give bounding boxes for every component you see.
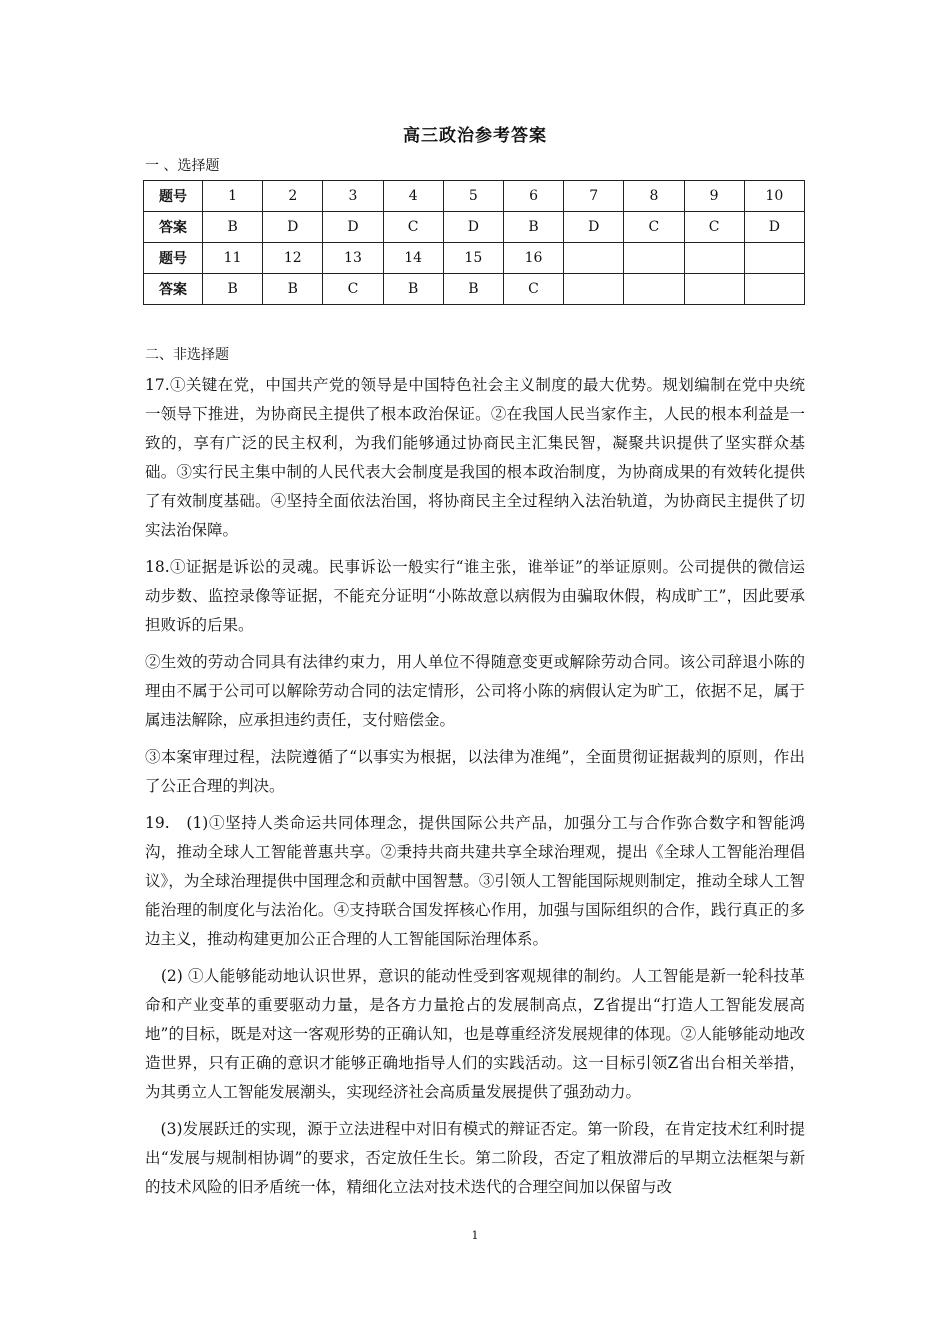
table-cell: B — [263, 274, 323, 305]
table-cell: 9 — [684, 181, 744, 212]
table-cell: C — [503, 274, 563, 305]
answer-18-part3: ③本案审理过程，法院遵循了“以事实为根据，以法律为准绳”，全面贯彻证据裁判的原则，作出了公正合理的判决。 — [145, 748, 805, 795]
row-header: 题号 — [144, 243, 203, 274]
row-header: 答案 — [144, 212, 203, 243]
section-heading-choice: 一 、选择题 — [145, 158, 220, 174]
table-cell — [564, 274, 624, 305]
table-cell: D — [323, 212, 383, 243]
table-cell — [624, 274, 684, 305]
table-cell: 3 — [323, 181, 383, 212]
answer-19-part3: (3)发展跃迁的实现，源于立法进程中对旧有模式的辩证否定。第一阶段，在肯定技术红利时提出“发展与规制相协调”的要求，否定放任生长。第二阶段，否定了粗放滞后的早期立法框架与新的技术风险的旧矛盾统一体，精细化立法对技术迭代的合理空间加以保留与改 — [145, 1120, 805, 1196]
table-cell — [684, 243, 744, 274]
table-cell: C — [323, 274, 383, 305]
table-cell: C — [624, 212, 684, 243]
answer-19-part2: (2) ①人能够能动地认识世界，意识的能动性受到客观规律的制约。人工智能是新一轮科技革命和产业变革的重要驱动力量，是各方力量抢占的发展制高点，Z省提出“打造人工智能发展高地”的目标，既是对这一客观形势的正确认知，也是尊重经济发展规律的体现。②人能够能动地改造世界，只有正确的意识才能够正确地指导人们的实践活动。这一目标引领Z省出台相关举措，为其勇立人工智能发展潮头，实现经济社会高质量发展提供了强劲动力。 — [145, 967, 805, 1101]
page-number: 1 — [471, 1229, 479, 1242]
table-row — [144, 274, 805, 305]
table-cell — [564, 243, 624, 274]
table-row — [144, 181, 805, 212]
table-cell: D — [443, 212, 503, 243]
section-heading-non-choice: 二、非选择题 — [145, 347, 229, 363]
table-cell: C — [684, 212, 744, 243]
table-cell: 8 — [624, 181, 684, 212]
table-cell — [684, 274, 744, 305]
answer-body — [145, 371, 805, 1210]
table-cell: 7 — [564, 181, 624, 212]
table-cell: 4 — [383, 181, 443, 212]
answer-19-part1: 19. (1)①坚持人类命运共同体理念，提供国际公共产品，加强分工与合作弥合数字和智能鸿沟，推动全球人工智能普惠共享。②秉持共商共建共享全球治理观，提出《全球人工智能治理倡议》，为全球治理提供中国理念和贡献中国智慧。③引领人工智能国际规则制定，推动全球人工智能治理的制度化与法治化。④支持联合国发挥核心作用，加强与国际组织的合作，践行真正的多边主义，推动构建更加公正合理的人工智能国际治理体系。 — [145, 814, 805, 948]
table-cell: B — [203, 212, 263, 243]
answer-table — [143, 180, 805, 305]
table-row — [144, 243, 805, 274]
page-title: 高三政治参考答案 — [403, 126, 547, 146]
table-cell — [744, 274, 804, 305]
table-cell: 12 — [263, 243, 323, 274]
table-cell: 1 — [203, 181, 263, 212]
table-cell: D — [564, 212, 624, 243]
table-cell: 2 — [263, 181, 323, 212]
table-cell: 11 — [203, 243, 263, 274]
table-cell: 5 — [443, 181, 503, 212]
answer-18-part1: 18.①证据是诉讼的灵魂。民事诉讼一般实行“谁主张，谁举证”的举证原则。公司提供的微信运动步数、监控录像等证据，不能充分证明“小陈故意以病假为由骗取休假，构成旷工”，因此要承担败诉的后果。 — [145, 558, 805, 634]
table-cell: B — [503, 212, 563, 243]
table-cell: D — [263, 212, 323, 243]
table-cell: 16 — [503, 243, 563, 274]
answer-18-part2: ②生效的劳动合同具有法律约束力，用人单位不得随意变更或解除劳动合同。该公司辞退小陈的理由不属于公司可以解除劳动合同的法定情形，公司将小陈的病假认定为旷工，依据不足，属于属违法解除，应承担违约责任，支付赔偿金。 — [145, 653, 805, 729]
table-cell: 6 — [503, 181, 563, 212]
table-cell: 13 — [323, 243, 383, 274]
table-cell: 14 — [383, 243, 443, 274]
table-cell: B — [383, 274, 443, 305]
row-header: 题号 — [144, 181, 203, 212]
table-cell: C — [383, 212, 443, 243]
table-cell: B — [203, 274, 263, 305]
table-cell — [624, 243, 684, 274]
table-cell — [744, 243, 804, 274]
answer-17: 17.①关键在党，中国共产党的领导是中国特色社会主义制度的最大优势。规划编制在党中央统一领导下推进，为协商民主提供了根本政治保证。②在我国人民当家作主，人民的根本利益是一致的，享有广泛的民主权利，为我们能够通过协商民主汇集民智，凝聚共识提供了坚实群众基础。③实行民主集中制的人民代表大会制度是我国的根本政治制度，为协商成果的有效转化提供了有效制度基础。④坚持全面依法治国，将协商民主全过程纳入法治轨道，为协商民主提供了切实法治保障。 — [145, 376, 805, 539]
table-cell: 15 — [443, 243, 503, 274]
table-row — [144, 212, 805, 243]
row-header: 答案 — [144, 274, 203, 305]
table-cell: 10 — [744, 181, 804, 212]
table-cell: D — [744, 212, 804, 243]
table-cell: B — [443, 274, 503, 305]
